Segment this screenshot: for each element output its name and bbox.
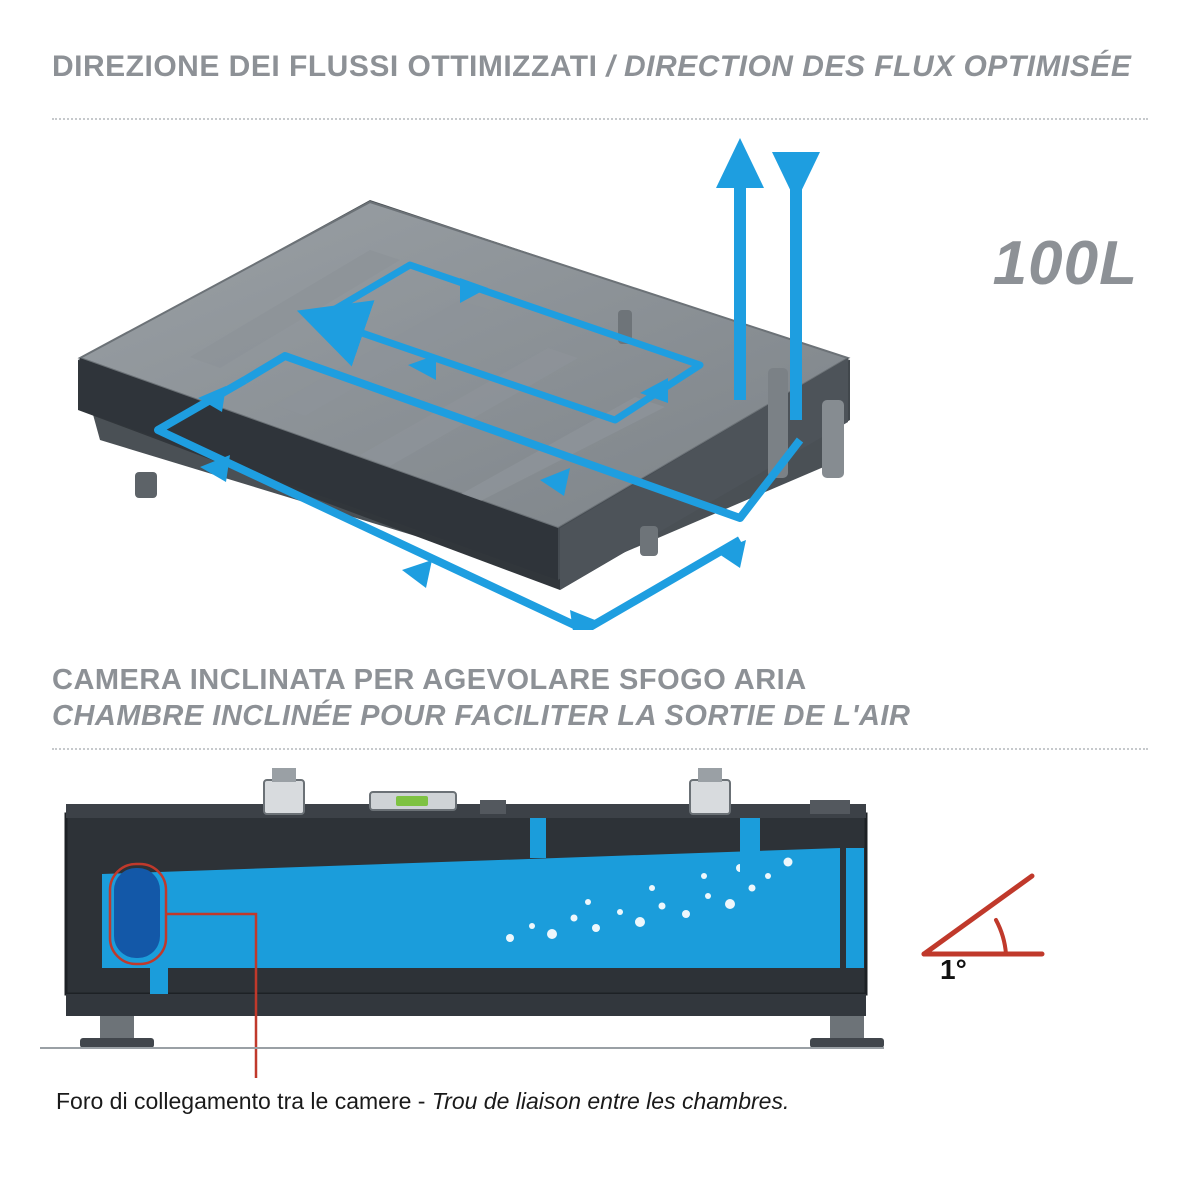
connection-hole-caption	[56, 1088, 789, 1115]
angle-icon	[924, 876, 1042, 954]
heading-top-italian: DIREZIONE DEI FLUSSI OTTIMIZZATI	[52, 50, 598, 83]
angle-value: 1°	[940, 954, 967, 985]
top-fitting-left	[264, 780, 304, 814]
heading-top-french: DIRECTION DES FLUX OPTIMISÉE	[623, 50, 1132, 83]
heading-top-separator: /	[597, 50, 624, 83]
tank-shell-section	[66, 768, 884, 1048]
capacity-label: 100L	[992, 229, 1138, 298]
heading-bottom-french: CHAMBRE INCLINÉE POUR FACILITER LA SORTIE DE L'AIR	[52, 700, 911, 733]
section-heading-bottom	[52, 662, 910, 735]
top-fitting-right	[690, 780, 730, 814]
connection-hole	[114, 868, 160, 958]
foot-right	[830, 1016, 864, 1038]
divider-bottom	[52, 748, 1148, 750]
section-heading-top	[52, 50, 1131, 84]
angle-annotation	[910, 862, 1060, 1002]
caption-italian: Foro di collegamento tra le camere -	[56, 1088, 432, 1114]
caption-french: Trou de liaison entre les chambres.	[431, 1088, 790, 1114]
tank-isometric-illustration	[40, 110, 940, 630]
heading-bottom-italian: CAMERA INCLINATA PER AGEVOLARE SFOGO ARIA	[52, 664, 807, 696]
foot-left	[100, 1016, 134, 1038]
